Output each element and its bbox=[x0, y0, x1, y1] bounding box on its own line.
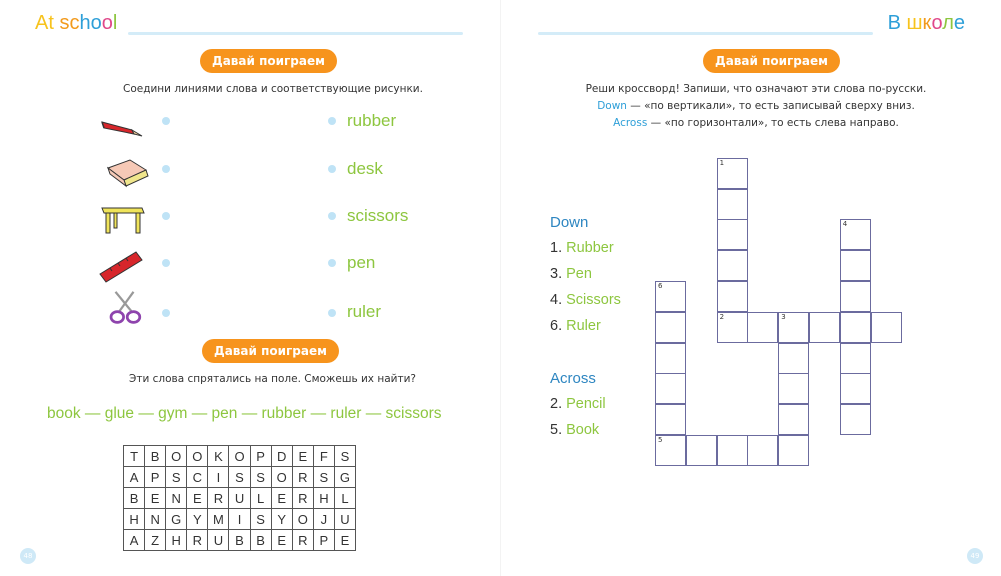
crossword-cell[interactable] bbox=[655, 281, 686, 312]
clue-across: 2. Pencil bbox=[550, 396, 606, 412]
crossword-cell[interactable] bbox=[840, 343, 871, 374]
clue-number: 3 bbox=[781, 312, 786, 321]
grid-cell[interactable]: E bbox=[292, 446, 313, 467]
grid-cell[interactable]: S bbox=[334, 446, 355, 467]
crossword-cell[interactable] bbox=[778, 312, 809, 343]
grid-cell[interactable]: U bbox=[208, 530, 229, 551]
grid-cell[interactable]: B bbox=[145, 446, 166, 467]
grid-cell[interactable]: G bbox=[334, 467, 355, 488]
crossword-cell[interactable] bbox=[747, 435, 778, 466]
grid-cell[interactable]: H bbox=[124, 509, 145, 530]
grid-cell[interactable]: Y bbox=[271, 509, 292, 530]
wordsearch-instruction: Эти слова спрятались на поле. Сможешь их найти? bbox=[129, 373, 416, 385]
grid-cell[interactable]: Y bbox=[187, 509, 208, 530]
eraser-icon bbox=[104, 154, 154, 190]
lets-play-badge-3: Давай поиграем bbox=[703, 49, 840, 73]
grid-cell[interactable]: E bbox=[145, 488, 166, 509]
match-word: ruler bbox=[347, 302, 382, 321]
ruler-icon bbox=[98, 248, 148, 284]
grid-cell[interactable]: U bbox=[229, 488, 250, 509]
desk-icon bbox=[98, 200, 148, 236]
crossword-cell[interactable] bbox=[871, 312, 902, 343]
crossword-cell[interactable] bbox=[655, 404, 686, 435]
grid-row bbox=[124, 467, 356, 488]
clue-number: 5 bbox=[658, 436, 663, 444]
crossword-instruction-1: Реши кроссворд! Запиши, что означают эти слова по-русски. bbox=[585, 83, 927, 95]
grid-row bbox=[124, 530, 356, 551]
down-keyword: Down bbox=[597, 100, 627, 112]
grid-cell[interactable]: O bbox=[166, 446, 187, 467]
grid-cell[interactable]: E bbox=[271, 488, 292, 509]
title-letter: ш bbox=[906, 12, 923, 34]
title-letter: В bbox=[887, 12, 901, 34]
header-rule bbox=[538, 32, 873, 35]
grid-cell[interactable]: L bbox=[250, 488, 271, 509]
grid-cell[interactable]: N bbox=[166, 488, 187, 509]
title-letter: е bbox=[953, 12, 965, 34]
crossword-cell[interactable] bbox=[655, 312, 686, 343]
grid-cell[interactable]: S bbox=[229, 467, 250, 488]
clue-down: 6. Ruler bbox=[550, 318, 601, 334]
crossword-cell[interactable] bbox=[778, 404, 809, 435]
grid-cell[interactable]: R bbox=[208, 488, 229, 509]
across-explanation: — «по горизонтали», то есть слева направо. bbox=[647, 117, 899, 129]
match-word: rubber bbox=[347, 111, 397, 130]
header-rule bbox=[128, 32, 463, 35]
crossword-cell[interactable] bbox=[717, 158, 748, 189]
down-explanation: — «по вертикали», то есть записывай сверху вниз. bbox=[626, 100, 915, 112]
clue-across: 5. Book bbox=[550, 422, 600, 438]
crossword-instruction-3 bbox=[556, 117, 956, 129]
grid-cell[interactable]: I bbox=[208, 467, 229, 488]
clue-number: 1 bbox=[719, 158, 725, 167]
clue-number: 2 bbox=[719, 312, 725, 321]
grid-cell[interactable]: S bbox=[166, 467, 187, 488]
grid-cell[interactable]: J bbox=[313, 509, 334, 530]
grid-cell[interactable]: B bbox=[124, 488, 145, 509]
grid-cell[interactable]: H bbox=[313, 488, 334, 509]
crossword-cell[interactable] bbox=[717, 281, 748, 312]
title-letter: s bbox=[59, 12, 70, 34]
grid-row bbox=[124, 509, 356, 530]
title-letter: A bbox=[35, 12, 49, 34]
page-title-v-shkole bbox=[888, 12, 965, 35]
match-dot-left bbox=[162, 117, 170, 125]
grid-cell[interactable]: O bbox=[292, 509, 313, 530]
crossword-cell[interactable] bbox=[717, 250, 748, 281]
grid-cell[interactable]: S bbox=[250, 509, 271, 530]
across-heading: Across bbox=[550, 370, 596, 387]
match-word: pen bbox=[347, 253, 376, 272]
match-dot-right bbox=[328, 117, 336, 125]
lets-play-badge-1: Давай поиграем bbox=[200, 49, 337, 73]
word-search-grid bbox=[123, 445, 356, 551]
clue-number: 4 bbox=[842, 220, 848, 229]
across-keyword: Across bbox=[613, 117, 648, 129]
left-page bbox=[0, 0, 500, 576]
title-letter: h bbox=[79, 12, 91, 34]
crossword-cell[interactable] bbox=[717, 312, 748, 343]
crossword-cell[interactable] bbox=[778, 435, 809, 466]
grid-cell[interactable]: B bbox=[250, 530, 271, 551]
page-number: 49 bbox=[967, 548, 983, 564]
crossword-cell[interactable] bbox=[655, 343, 686, 374]
grid-cell[interactable]: H bbox=[166, 530, 187, 551]
crossword-cell[interactable] bbox=[778, 343, 809, 374]
crossword-cell[interactable] bbox=[655, 435, 686, 466]
grid-row bbox=[124, 446, 356, 467]
grid-cell[interactable]: B bbox=[229, 530, 250, 551]
lets-play-badge-2: Давай поиграем bbox=[202, 339, 339, 363]
grid-cell[interactable]: A bbox=[124, 467, 145, 488]
grid-cell[interactable]: I bbox=[229, 509, 250, 530]
crossword-cell[interactable] bbox=[717, 219, 748, 250]
scissors-icon bbox=[104, 290, 154, 326]
grid-cell[interactable]: K bbox=[208, 446, 229, 467]
title-letter: л bbox=[942, 12, 954, 34]
grid-cell[interactable]: E bbox=[187, 488, 208, 509]
crossword-cell[interactable] bbox=[717, 189, 748, 220]
grid-cell[interactable]: U bbox=[334, 509, 355, 530]
grid-cell[interactable]: O bbox=[229, 446, 250, 467]
crossword-cell[interactable] bbox=[778, 373, 809, 404]
match-dot-left bbox=[162, 165, 170, 173]
grid-cell[interactable]: R bbox=[187, 530, 208, 551]
match-dot-right bbox=[328, 309, 336, 317]
grid-cell[interactable]: D bbox=[271, 446, 292, 467]
grid-cell[interactable]: T bbox=[124, 446, 145, 467]
crossword-cell[interactable] bbox=[840, 281, 871, 312]
grid-cell[interactable]: R bbox=[292, 488, 313, 509]
grid-cell[interactable]: R bbox=[292, 530, 313, 551]
grid-cell[interactable]: F bbox=[313, 446, 334, 467]
crossword-cell[interactable] bbox=[809, 312, 840, 343]
match-dot-left bbox=[162, 309, 170, 317]
title-letter: o bbox=[101, 12, 113, 34]
page-number: 48 bbox=[20, 548, 36, 564]
page-title-at-school bbox=[35, 12, 117, 35]
clue-down: 1. Rubber bbox=[550, 240, 614, 256]
crossword-cell[interactable] bbox=[840, 219, 871, 250]
grid-cell[interactable]: N bbox=[145, 509, 166, 530]
title-letter: o bbox=[90, 12, 102, 34]
pen-icon bbox=[98, 108, 148, 144]
word-list: book — glue — gym — pen — rubber — ruler — scissors bbox=[47, 405, 442, 422]
grid-cell[interactable]: S bbox=[250, 467, 271, 488]
match-dot-left bbox=[162, 212, 170, 220]
grid-cell[interactable]: O bbox=[187, 446, 208, 467]
title-letter: о bbox=[931, 12, 943, 34]
crossword-cell[interactable] bbox=[717, 435, 748, 466]
title-letter: l bbox=[112, 12, 118, 34]
grid-cell[interactable]: L bbox=[334, 488, 355, 509]
match-dot-right bbox=[328, 165, 336, 173]
title-letter: к bbox=[922, 12, 932, 34]
grid-cell[interactable]: M bbox=[208, 509, 229, 530]
grid-cell[interactable]: P bbox=[250, 446, 271, 467]
grid-cell[interactable]: E bbox=[334, 530, 355, 551]
grid-cell[interactable]: G bbox=[166, 509, 187, 530]
grid-cell[interactable]: Z bbox=[145, 530, 166, 551]
down-heading: Down bbox=[550, 214, 589, 231]
match-dot-right bbox=[328, 212, 336, 220]
crossword-cell[interactable] bbox=[840, 312, 871, 343]
match-word: scissors bbox=[347, 206, 409, 225]
crossword-cell[interactable] bbox=[840, 373, 871, 404]
match-dot-left bbox=[162, 259, 170, 267]
crossword-cell[interactable] bbox=[747, 312, 778, 343]
grid-row bbox=[124, 488, 356, 509]
match-word: desk bbox=[347, 159, 383, 178]
clue-down: 4. Scissors bbox=[550, 292, 621, 308]
grid-cell[interactable]: E bbox=[271, 530, 292, 551]
crossword-cell[interactable] bbox=[655, 373, 686, 404]
crossword-cell[interactable] bbox=[840, 404, 871, 435]
grid-cell[interactable]: P bbox=[145, 467, 166, 488]
crossword-instruction-2 bbox=[556, 100, 956, 112]
match-dot-right bbox=[328, 259, 336, 267]
title-letter: c bbox=[69, 12, 80, 34]
grid-cell[interactable]: C bbox=[187, 467, 208, 488]
crossword-cell[interactable] bbox=[686, 435, 717, 466]
title-letter: t bbox=[48, 12, 54, 34]
clue-number: 6 bbox=[658, 282, 663, 290]
right-page bbox=[500, 0, 1001, 576]
crossword-cell[interactable] bbox=[840, 250, 871, 281]
clue-down: 3. Pen bbox=[550, 266, 592, 282]
grid-cell[interactable]: R bbox=[292, 467, 313, 488]
grid-cell[interactable]: P bbox=[313, 530, 334, 551]
grid-cell[interactable]: A bbox=[124, 530, 145, 551]
matching-instruction: Соедини линиями слова и соответствующие рисунки. bbox=[123, 83, 423, 95]
grid-cell[interactable]: O bbox=[271, 467, 292, 488]
grid-cell[interactable]: S bbox=[313, 467, 334, 488]
